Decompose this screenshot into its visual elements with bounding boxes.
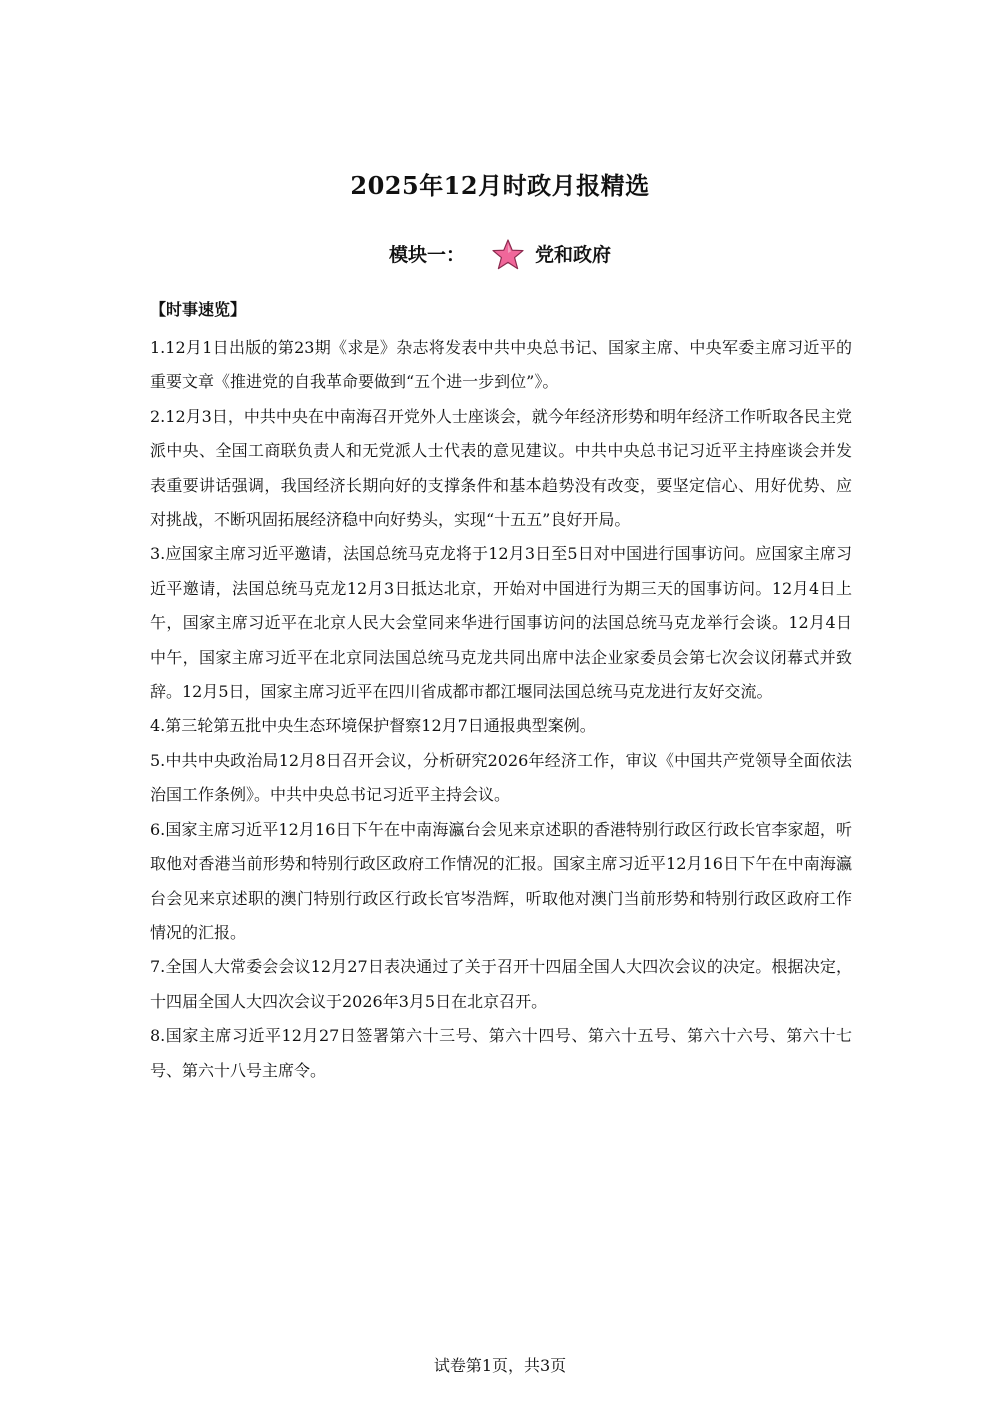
news-item-7: 7.全国人大常委会会议12月27日表决通过了关于召开十四届全国人大四次会议的决定。根据决定，十四届全国人大四次会议于2026年3月5日在北京召开。 xyxy=(150,957,852,1011)
module-name: 党和政府 xyxy=(535,244,612,266)
document-title: 2025年12月时政月报精选 xyxy=(350,171,650,200)
news-item-1: 1.12月1日出版的第23期《求是》杂志将发表中共中央总书记、国家主席、中央军委主席习近平的重要文章《推进党的自我革命要做到“五个进一步到位”》。 xyxy=(150,338,852,392)
news-item-8: 8.国家主席习近平12月27日签署第六十三号、第六十四号、第六十五号、第六十六号、第六十七号、第六十八号主席令。 xyxy=(150,1026,852,1080)
news-item-4: 4.第三轮第五批中央生态环境保护督察12月7日通报典型案例。 xyxy=(150,716,596,736)
news-item-2: 2.12月3日，中共中央在中南海召开党外人士座谈会，就今年经济形势和明年经济工作听取各民主党派中央、全国工商联负责人和无党派人士代表的意见建议。中共中央总书记习近平主持座谈会并发表重要讲话强调，我国经济长期向好的支撑条件和基本趋势没有改变，要坚定信心、用好优势、应对挑战，不断巩固拓展经济稳中向好势头，实现“十五五”良好开局。 xyxy=(150,406,852,530)
section-tag: 【时事速览】 xyxy=(150,300,247,319)
page-footer: 试卷第1页，共3页 xyxy=(433,1356,567,1375)
news-item-5: 5.中共中央政治局12月8日召开会议，分析研究2026年经济工作，审议《中国共产党领导全面依法治国工作条例》。中共中央总书记习近平主持会议。 xyxy=(150,750,852,805)
news-list xyxy=(150,331,852,1088)
star-icon xyxy=(491,238,525,272)
module-label: 模块一： xyxy=(388,244,465,266)
news-item-6: 6.国家主席习近平12月16日下午在中南海瀛台会见来京述职的香港特别行政区行政长官李家超，听取他对香港当前形势和特别行政区政府工作情况的汇报。国家主席习近平12月16日下午在中南海瀛台会见来京述职的澳门特别行政区行政长官岑浩辉，听取他对澳门当前形势和特别行政区政府工作情况的汇报。 xyxy=(150,819,852,942)
news-item-3: 3.应国家主席习近平邀请，法国总统马克龙将于12月3日至5日对中国进行国事访问。应国家主席习近平邀请，法国总统马克龙12月3日抵达北京，开始对中国进行为期三天的国事访问。12月4日上午，国家主席习近平在北京人民大会堂同来华进行国事访问的法国总统马克龙举行会谈。12月4日中午，国家主席习近平在北京同法国总统马克龙共同出席中法企业家委员会第七次会议闭幕式并致辞。12月5日，国家主席习近平在四川省成都市都江堰同法国总统马克龙进行友好交流。 xyxy=(150,544,852,702)
module-heading xyxy=(0,238,1000,272)
